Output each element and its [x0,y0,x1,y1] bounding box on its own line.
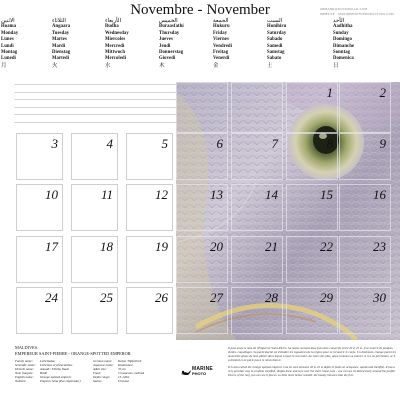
names-column-1 [15,359,95,384]
weekday-header [0,18,400,78]
species-title: EMPEREUR SAINT-PIERRE - ORANGE-SPOTTED EMPEROR [15,350,131,356]
weekday-column [52,18,104,69]
weekday-name: Thursday [159,30,180,36]
day-number: 11 [100,187,113,202]
day-number: 1 [326,85,333,100]
weekday-name: Dienstag [52,50,71,56]
weekday-name: Sonntag [333,50,351,56]
day-number: 23 [373,239,386,254]
day-cell[interactable] [286,133,338,180]
species-name-value: Lethrinus erythracanthus [40,363,73,368]
weekday-name: Lunes [1,37,14,43]
weekday-name: Mercredi [105,43,125,49]
species-name-label: Adult size: [93,367,107,372]
species-name-value: Annadi / Filolhu Ihadi [40,367,69,372]
day-number: 5 [161,136,168,151]
day-cell[interactable] [176,236,228,283]
description-en: It is also called the orange spotted emperor. Can be seen between 20 to 25 m depth. It feeds on octopuses, squids and shellfish. It has a very peculiar way to conflate shellfish, tilapia these and sure over the shell. Some case - you can see its distinctively around the profile. Divers of the reef, you can see it pieces, so little more below rebuild: the beauty between that the fins. [228,364,396,378]
day-cell[interactable] [16,236,63,283]
contact-info [320,7,400,16]
weekday-column [213,18,265,69]
weekday-name: Jueves [159,37,173,43]
species-name-value: Kaiser Tüpfelbrett [118,359,142,363]
species-name-value: Lethrinidae [40,359,55,363]
weekday-kanji: 木 [159,62,165,69]
species-name-label: Japanese name: [93,363,114,368]
weekday-name: Budha [105,24,119,30]
weekday-name: Hukuru [213,24,230,30]
weekday-name: Lunedi [1,56,16,62]
species-name-label: Dhivehi name: [15,367,34,372]
weekday-name: Martedi [52,56,70,62]
species-name-value: Unusual [118,379,129,384]
weekday-kanji: 水 [105,62,111,69]
species-name-label: Depth range: [93,375,111,380]
day-cell[interactable] [286,287,338,334]
day-number: 30 [373,290,386,305]
weekday-name: Samedi [267,43,283,49]
species-name-row [93,379,173,383]
weekday-name: Sabado [267,37,283,43]
species-name-row [15,379,95,383]
weekday-name: Saturday [267,30,287,36]
weekday-kanji: 日 [333,62,339,69]
weekday-name: Mardi [52,43,66,49]
day-cell[interactable] [126,236,173,283]
species-name-label: Family name: [15,359,33,363]
species-name-value: Orange-spotted emperor [40,375,72,380]
diver-icon [180,367,192,379]
weekday-name: Martes [52,37,67,43]
species-name-label: German name: [93,359,113,363]
weekday-name: Honihiru [267,24,287,30]
day-number: 27 [210,290,223,305]
weekday-name: Buraasfathi [159,24,184,30]
month-title-fr: Novembre [130,2,194,18]
weekday-name: Donnerstag [159,50,184,56]
day-number: 24 [45,290,58,305]
weekday-name: Domingo [333,37,352,43]
day-number: 28 [265,290,278,305]
description-fr: Il peut assez le nom de l'Empereur Saint-Pierre. Sa masse souvent deux fois entre couvertes entre 20 et 25 m. Il se nourrit de poulpes, étoiles, coquillages. Sa particularité est d'étudier les signatures de la région pour se recouvrir le corps. Un dissimule, change parmi les mouvelles époux de mon plaisir dans lequel à fouet le rencontre. Au cours des plus, aussi commun va trouver, si il a un perchemin, se il a d'abord et ne parle pas à le nimis bien le. [228,346,396,363]
day-cell[interactable] [286,82,338,133]
day-cell[interactable] [339,287,391,334]
weekday-name: Vendredi [213,43,233,49]
day-cell[interactable] [126,184,173,231]
day-cell[interactable] [16,287,63,334]
weekday-name: Sabato [267,56,282,62]
weekday-arabic: الأحد [333,18,345,24]
species-name-value: Bridé [40,371,48,376]
day-number: 7 [271,136,278,151]
weekday-arabic: الثلاثاء [52,18,66,24]
day-cell[interactable] [176,287,228,334]
weekday-name: Domenica [333,56,354,62]
day-number: 10 [45,187,58,202]
day-number: 9 [379,136,386,151]
species-name-value: 70 cm [118,367,126,372]
contact-email: ARMAND@DUCKWALLD.COM [320,7,368,11]
day-cell[interactable] [71,184,118,231]
species-heading [15,345,131,356]
weekday-arabic: الاثنين [1,18,15,24]
day-cell[interactable] [339,236,391,283]
species-description [228,346,396,380]
weekday-column [333,18,385,69]
day-cell[interactable] [231,236,283,283]
names-column-2 [93,359,173,384]
weekday-name: Samstag [267,50,285,56]
species-name-value: 15-120m [118,375,130,380]
species-name-label: Food: [93,371,101,376]
day-number: 18 [100,239,113,254]
empty-cell [176,82,228,133]
day-number: 12 [155,187,168,202]
weekday-name: Lundi [1,43,14,49]
day-number: 8 [326,136,333,151]
day-number: 21 [265,239,278,254]
weekday-name: Giovedi [159,56,176,62]
day-cell[interactable] [16,184,63,231]
species-name-value: Crustacean, mollusk [118,371,145,376]
species-name-value: Emperor Sena (Pez emperador) [40,379,81,384]
day-number: 2 [379,85,386,100]
day-cell[interactable] [71,287,118,334]
weekday-name: Dimanche [333,43,355,49]
day-cell[interactable] [339,82,391,133]
day-number: 6 [216,136,223,151]
day-cell[interactable] [176,133,228,180]
weekday-name: Friday [213,30,228,36]
day-cell[interactable] [231,184,283,231]
weekday-column [267,18,319,69]
location-label: MALDIVES [15,345,38,350]
month-title-en: November [206,2,270,18]
day-number: 22 [320,239,333,254]
weekday-arabic: الأربعاء [105,18,121,24]
logo-text-photo: PHOTO [192,371,207,376]
weekday-name: Sunday [333,30,349,36]
day-number: 26 [155,290,168,305]
weekday-name: Miercoles [105,37,126,43]
weekday-column [105,18,157,69]
day-cell[interactable] [71,236,118,283]
logo-text-marine: MARINE [192,366,213,372]
day-number: 3 [51,136,58,151]
species-name-label: Scientific name: [15,363,36,368]
day-cell[interactable] [176,184,228,231]
weekday-name: Mercoledi [105,56,127,62]
weekday-name: Hoama [1,24,17,30]
species-name-label: Nom français: [15,371,34,376]
species-name-value: Kinaisulasi [118,363,133,368]
day-number: 17 [45,239,58,254]
day-number: 4 [106,136,113,151]
contact-website: WEBSITE · MARINEPHOTOPRODUCTION.COM [320,11,394,16]
day-cell[interactable] [339,184,391,231]
weekday-name: Montag [1,50,18,56]
day-cell[interactable] [126,287,173,334]
species-name-label: Status: [93,379,102,384]
weekday-name: Aadhitha [333,24,353,30]
species-name-label: English name: [15,375,34,380]
weekday-kanji: 火 [52,62,58,69]
weekday-kanji: 土 [267,62,273,69]
weekday-name: Wednesday [105,30,129,36]
day-number: 13 [210,187,223,202]
day-number: 20 [210,239,223,254]
day-cell[interactable] [126,133,173,180]
day-number: 14 [265,187,278,202]
day-cell[interactable] [286,184,338,231]
day-number: 19 [155,239,168,254]
marine-photo-logo [180,366,218,380]
day-cell[interactable] [16,133,63,180]
day-cell[interactable] [231,133,283,180]
weekday-column [1,18,53,69]
footer [0,340,400,400]
weekday-name: Tuesday [52,30,70,36]
month-title-separator: - [197,2,203,18]
day-cell[interactable] [286,236,338,283]
day-cell[interactable] [71,133,118,180]
day-number: 16 [373,187,386,202]
weekday-name: Jeudi [159,43,171,49]
day-cell[interactable] [339,133,391,180]
weekday-name: Viernes [213,37,229,43]
weekday-name: Monday [1,30,19,36]
weekday-arabic: الجمعة [213,18,229,24]
empty-cell [231,82,283,133]
weekday-name: Freitag [213,50,229,56]
weekday-column [159,18,211,69]
weekday-name: Angaara [52,24,71,30]
day-number: 25 [100,290,113,305]
weekday-arabic: الخميس [159,18,178,24]
weekday-kanji: 月 [1,62,7,69]
day-number: 29 [320,290,333,305]
day-cell[interactable] [231,287,283,334]
weekday-name: Mittwoch [105,50,126,56]
weekday-kanji: 金 [213,62,219,69]
weekday-name: Venerdi [213,56,230,62]
weekday-arabic: السبت [267,18,283,24]
species-name-label: Nombre: [15,379,27,384]
day-number: 15 [320,187,333,202]
